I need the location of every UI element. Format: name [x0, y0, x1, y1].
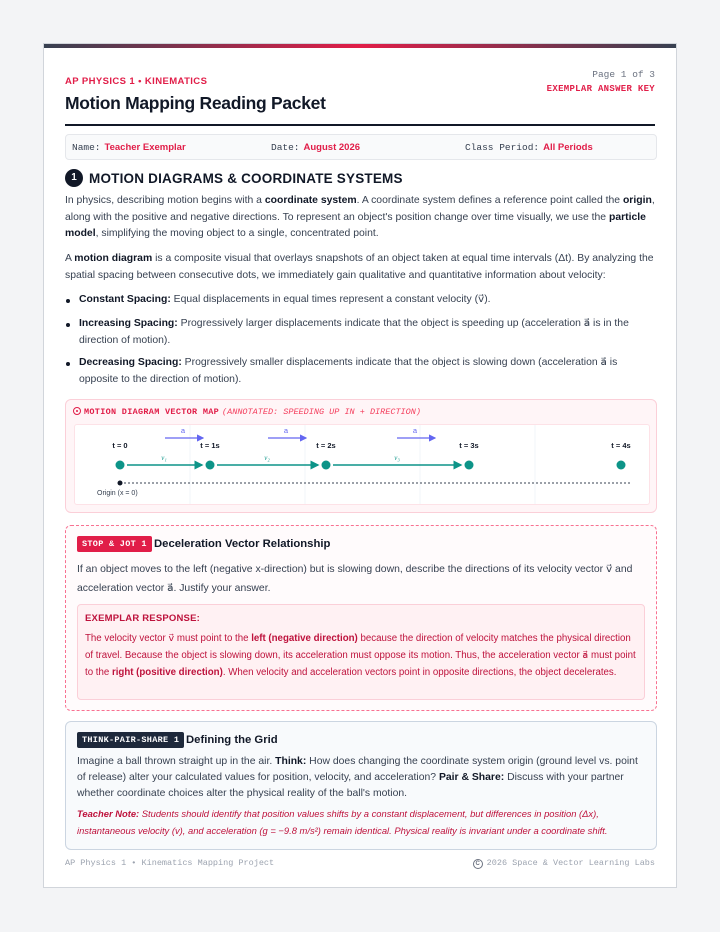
time-label-1: t = 1s	[200, 441, 220, 450]
section-title: MOTION DIAGRAMS & COORDINATE SYSTEMS	[89, 171, 403, 186]
stop-and-jot-box	[65, 525, 657, 711]
time-label-0: t = 0	[112, 441, 128, 450]
footer-left: AP Physics 1 • Kinematics Mapping Project	[65, 858, 275, 868]
section-number-badge: 1	[65, 169, 83, 187]
copyright-icon: C	[473, 859, 483, 869]
velocity-label-1: v₁	[161, 454, 167, 462]
packet-page	[43, 43, 677, 888]
map-heading	[73, 407, 421, 417]
subject-label: AP PHYSICS 1 • KINEMATICS	[65, 76, 208, 87]
student-info-box	[65, 134, 657, 160]
bullet-dot	[66, 299, 70, 303]
time-label-4: t = 4s	[611, 441, 631, 450]
exemplar-response-box	[77, 604, 645, 700]
bullet-constant-spacing: Constant Spacing: Equal displacements in equal times represent a constant velocity (v⃗).	[79, 294, 491, 305]
page-indicator: Page 1 of 3	[592, 69, 655, 80]
position-dot-1	[206, 461, 215, 470]
velocity-label-3: v₃	[394, 454, 400, 462]
accel-labels	[181, 426, 418, 435]
name-label: Name:	[72, 142, 101, 153]
accel-label-3: a	[412, 426, 418, 435]
name-value: Teacher Exemplar	[104, 142, 186, 153]
exemplar-text: The velocity vector v⃗ must point to the left (negative direction) because the direction of velocity matches the physical direction of travel. Because the object is slowing down, its acceleration must oppose its motion. Thus, the acceleration vector a⃗ must point to the right (positive direction). When velocity and acceleration vectors point in opposite directions, the object decelerates.	[85, 633, 636, 678]
stop-jot-question: If an object moves to the left (negative x-direction) but is slowing down, describe the directions of its velocity vector v⃗ and acceleration vector a⃗. Justify your answer.	[77, 564, 633, 594]
date-field	[271, 142, 360, 153]
teacher-note	[77, 805, 647, 839]
position-dot-2	[322, 461, 331, 470]
target-icon	[73, 407, 81, 415]
footer-right	[473, 858, 655, 869]
page-title: Motion Mapping Reading Packet	[65, 93, 326, 113]
time-label-3: t = 3s	[459, 441, 479, 450]
accel-label-2: a	[283, 426, 289, 435]
bullet-increasing-spacing: Increasing Spacing: Progressively larger displacements indicate that the object is speeding up (acceleration a⃗ is in the direction of motion).	[79, 318, 629, 346]
name-field	[72, 142, 186, 153]
period-value: All Periods	[543, 142, 593, 153]
origin-label: Origin (x = 0)	[97, 490, 138, 497]
intro-paragraph: In physics, describing motion begins with a coordinate system. A coordinate system defines a reference point called the origin, along with the positive and negative directions. To represent an object's position change over time visually, we use the particle model, simplifying the moving object to a single, concentrated point.	[65, 195, 655, 239]
header-rule	[65, 124, 655, 126]
position-dot-3	[465, 461, 474, 470]
time-label-2: t = 2s	[316, 441, 336, 450]
accel-label-1: a	[180, 426, 186, 435]
motion-diagram-paragraph: A motion diagram is a composite visual that overlays snapshots of an object taken at equal time intervals (Δt). By analyzing the spatial spacing between consecutive dots, we immediately gain qualitative and quantitative information about velocity:	[65, 253, 654, 281]
motion-diagram-vector-map	[65, 399, 657, 513]
think-pair-share-box	[65, 721, 657, 850]
period-field	[465, 142, 593, 153]
exemplar-label: EXEMPLAR RESPONSE:	[85, 613, 200, 624]
teacher-note-label: Teacher Note:	[77, 808, 140, 819]
motion-diagram-svg	[75, 425, 649, 504]
think-pair-share-title: Defining the Grid	[186, 734, 278, 746]
velocity-label-2: v₂	[264, 454, 270, 462]
date-value: August 2026	[303, 142, 361, 153]
top-accent-bar	[44, 44, 676, 48]
footer-copyright-text: 2026 Space & Vector Learning Labs	[486, 858, 655, 868]
position-dot-0	[116, 461, 125, 470]
teacher-note-text: Students should identify that position values shifts by a constant displacement, but differences in position (Δx), instantaneous velocity (v), and acceleration (g = −9.8 m/s²) remain identical. Physical reality is invariant under a coordinate shift.	[77, 808, 608, 836]
stop-jot-badge: STOP & JOT 1	[77, 536, 152, 552]
bullet-decreasing-spacing: Decreasing Spacing: Progressively smaller displacements indicate that the object is slowing down (acceleration a⃗ is opposite to the direction of motion).	[79, 357, 618, 385]
think-pair-share-prompt: Imagine a ball thrown straight up in the air. Think: How does changing the coordinate system origin (ground level vs. point of release) alter your calculated values for position, velocity, and acceleration? Pair & Share: Discuss with your partner whether coordinate choices alter the physical reality of the ball's motion.	[77, 756, 638, 799]
position-dot-4	[617, 461, 626, 470]
velocity-labels	[161, 454, 400, 462]
bullet-dot	[66, 362, 70, 366]
answer-key-label: EXEMPLAR ANSWER KEY	[546, 84, 655, 94]
map-heading-label: MOTION DIAGRAM VECTOR MAP	[84, 407, 220, 417]
think-pair-share-badge: THINK-PAIR-SHARE 1	[77, 732, 184, 748]
stop-jot-title: Deceleration Vector Relationship	[154, 538, 331, 550]
map-annotation: (ANNOTATED: SPEEDING UP IN + DIRECTION)	[222, 407, 421, 417]
bullet-dot	[66, 323, 70, 327]
date-label: Date:	[271, 142, 300, 153]
origin-point	[118, 481, 123, 486]
motion-diagram-canvas	[74, 424, 650, 505]
period-label: Class Period:	[465, 142, 540, 153]
